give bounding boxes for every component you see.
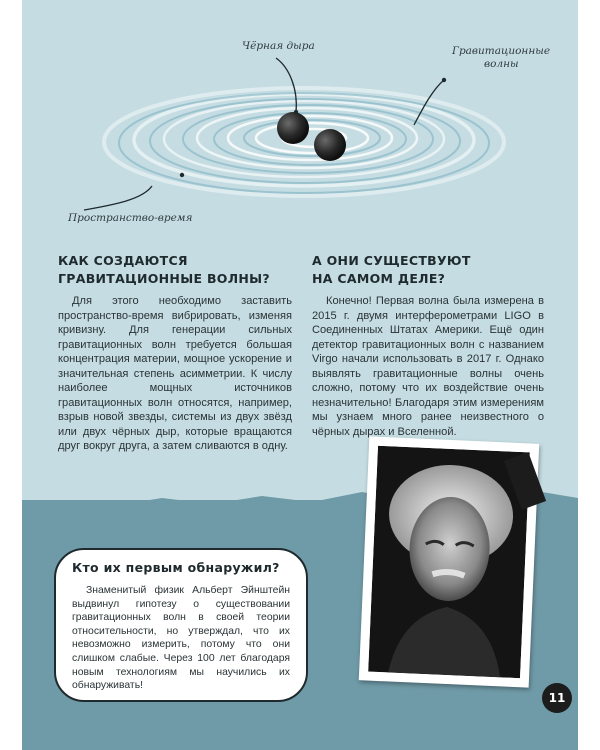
label-spacetime: Пространство-время [68,212,193,224]
heading-how-line2: ГРАВИТАЦИОННЫЕ ВОЛНЫ? [58,271,270,286]
paragraph-how-created: Для этого необходимо заставить пространство-время вибрировать, изменяя кривизну. Для генерации сильных гравитационных волн требуется большая концентрация материи, мощное ускорение и значительная степень асимметрии. К числу наиболее мощных источников гравитационных волн относятся, например, взрыв новой звезды, системы из двух звёзд или двух чёрных дыр, которые вращаются друг вокруг друга, а затем сливаются в одну. [58,295,292,452]
heading-real-line2: НА САМОМ ДЕЛЕ? [312,271,446,286]
label-waves-line2: волны [484,58,519,70]
bubble-text: Знаменитый физик Альберт Эйнштейн выдвинул гипотезу о существовании гравитационных волн в своей теории относительности, но утверждал, что их невозможно измерить, потому что они слишком слабые. Через 100 лет благодаря новым технологиям мы научились их обнаруживать! [72,585,290,692]
black-hole-2 [314,129,346,161]
label-waves-line1: Гравитационные [452,45,551,57]
info-bubble [54,548,308,702]
heading-real-line1: А ОНИ СУЩЕСТВУЮТ [312,253,471,268]
label-black-hole: Чёрная дыра [242,40,315,52]
heading-how-line1: КАК СОЗДАЮТСЯ [58,253,188,268]
black-hole-1 [277,112,309,144]
page-number: 11 [542,683,572,713]
heading-how-created [58,252,270,288]
bubble-heading: Кто их первым обнаружил? [72,560,280,575]
heading-do-they-exist [312,252,471,288]
paragraph-do-they-exist: Конечно! Первая волна была измерена в 2015 г. двумя интерферометрами LIGO в Соединенных Штатах Америки. Ещё один детектор гравитационных волн с названием Virgo начали использовать в 2017 г. Однако выявлять гравитационные волны очень сложно, потому что их воздействие очень незначительно! Благодаря этим измерениям мы узнаем много ранее неизвестного о чёрных дырах и Вселенной. [312,295,544,438]
portrait-image [368,446,530,678]
book-page [22,0,578,750]
